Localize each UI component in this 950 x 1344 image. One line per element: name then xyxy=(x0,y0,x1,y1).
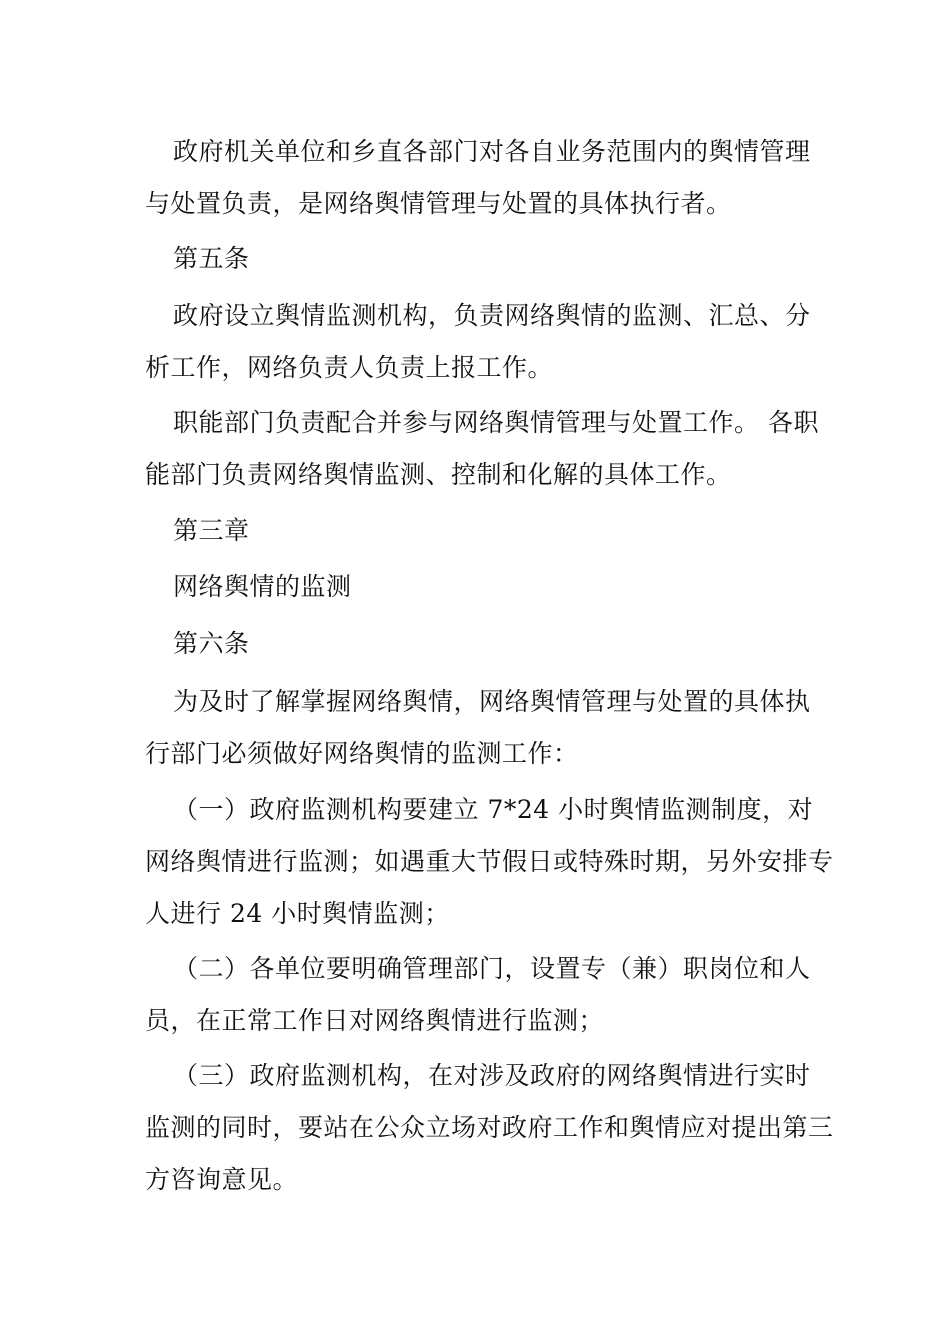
list-item-1: （一）政府监测机构要建立 7*24 小时舆情监测制度，对网络舆情进行监测；如遇重大节假日或特殊时期，另外安排专人进行 24 小时舆情监测； xyxy=(145,795,834,928)
chapter-3-heading: 第三章 xyxy=(173,516,250,545)
article-6-heading: 第六条 xyxy=(173,629,250,658)
paragraph-responsibility: 政府机关单位和乡直各部门对各自业务范围内的舆情管理与处置负责，是网络舆情管理与处置的具体执行者。 xyxy=(145,137,811,218)
list-item-3: （三）政府监测机构，在对涉及政府的网络舆情进行实时监测的同时，要站在公众立场对政府工作和舆情应对提出第三方咨询意见。 xyxy=(145,1061,834,1194)
article-5-heading: 第五条 xyxy=(173,244,250,273)
paragraph-functional-departments: 职能部门负责配合并参与网络舆情管理与处置工作。 各职能部门负责网络舆情监测、控制和化解的具体工作。 xyxy=(145,408,819,489)
paragraph-monitoring-requirement: 为及时了解掌握网络舆情，网络舆情管理与处置的具体执行部门必须做好网络舆情的监测工作： xyxy=(145,687,811,768)
list-item-2: （二）各单位要明确管理部门，设置专（兼）职岗位和人员，在正常工作日对网络舆情进行监测； xyxy=(145,954,811,1035)
chapter-3-title: 网络舆情的监测 xyxy=(173,572,352,601)
paragraph-monitoring-agency: 政府设立舆情监测机构，负责网络舆情的监测、汇总、分析工作，网络负责人负责上报工作。 xyxy=(145,301,811,382)
